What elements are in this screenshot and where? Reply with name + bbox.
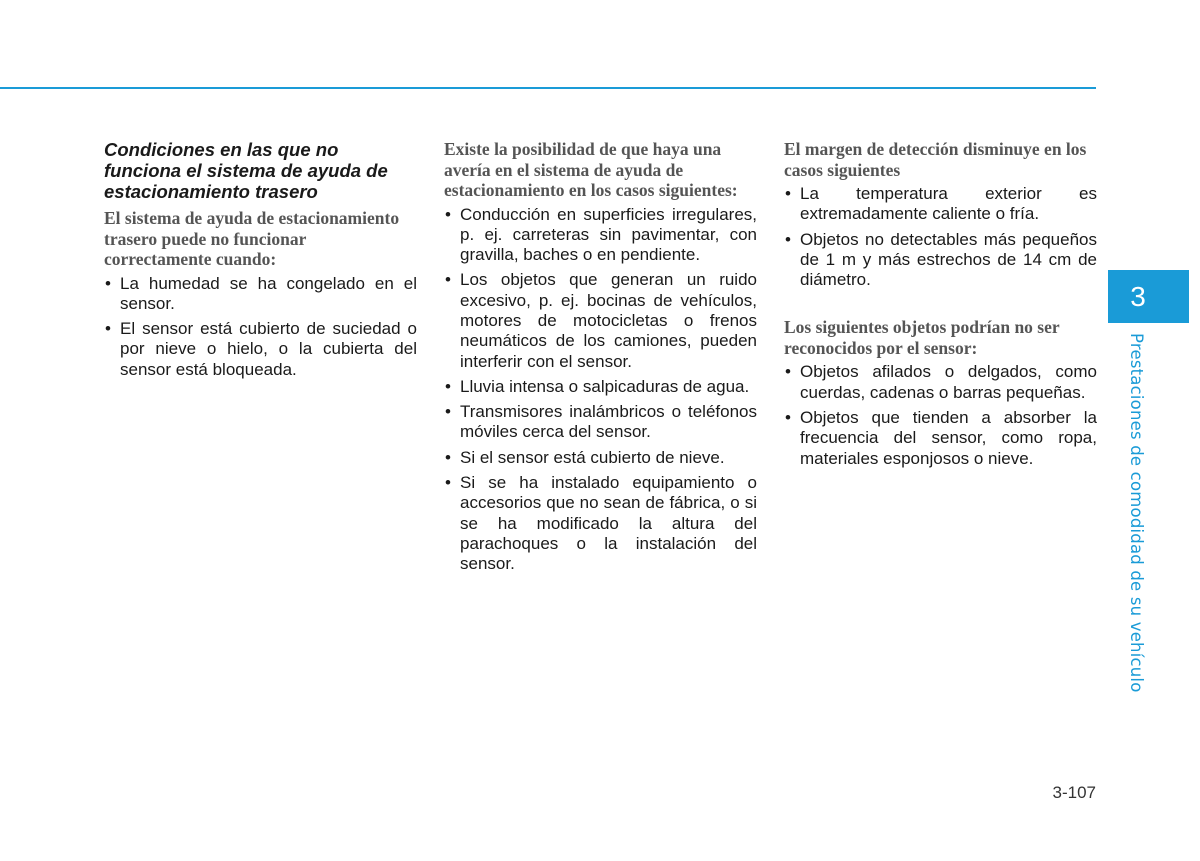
chapter-title: Prestaciones de comodidad de su vehículo xyxy=(1127,333,1146,693)
list-item: • La temperatura exterior es extremadamente caliente o fría. xyxy=(784,184,1097,225)
header-rule xyxy=(0,87,1096,89)
list-item: • La humedad se ha congelado en el sensor. xyxy=(104,274,417,315)
column-1 xyxy=(104,139,417,385)
list-item: • Objetos no detectables más pequeños de 1 m y más estrechos de 14 cm de diámetro. xyxy=(784,230,1097,291)
chapter-tab xyxy=(1108,270,1189,323)
column-2 xyxy=(444,139,757,580)
list-item: • Objetos afilados o delgados, como cuerdas, cadenas o barras pequeñas. xyxy=(784,362,1097,403)
section-heading: Condiciones en las que no funciona el sistema de ayuda de estacionamiento trasero xyxy=(104,139,388,202)
list-item: • Los objetos que generan un ruido excesivo, p. ej. bocinas de vehículos, motores de motocicletas o frenos neumáticos de los camiones, pueden interferir con el sensor. xyxy=(444,270,757,371)
column-3 xyxy=(784,139,1097,474)
list-item: • Transmisores inalámbricos o teléfonos móviles cerca del sensor. xyxy=(444,402,757,443)
subheading: Los siguientes objetos podrían no ser reconocidos por el sensor: xyxy=(784,317,1060,358)
list-item: • Objetos que tienden a absorber la frecuencia del sensor, como ropa, materiales esponjosos o nieve. xyxy=(784,408,1097,469)
chapter-number: 3 xyxy=(1130,281,1146,312)
bullet-list xyxy=(784,184,1097,290)
subheading: El sistema de ayuda de estacionamiento trasero puede no funcionar correctamente cuando: xyxy=(104,208,400,269)
subheading: Existe la posibilidad de que haya una avería en el sistema de ayuda de estacionamiento en los casos siguientes: xyxy=(444,139,738,200)
bullet-list xyxy=(104,274,417,380)
spacer xyxy=(784,295,1097,317)
list-item: • El sensor está cubierto de suciedad o por nieve o hielo, o la cubierta del sensor está bloqueada. xyxy=(104,319,417,380)
bullet-list xyxy=(444,205,757,575)
chapter-side-title xyxy=(1127,333,1149,693)
list-item: • Conducción en superficies irregulares, p. ej. carreteras sin pavimentar, con gravilla, baches o en pendiente. xyxy=(444,205,757,266)
list-item: • Lluvia intensa o salpicaduras de agua. xyxy=(444,377,757,397)
subheading: El margen de detección disminuye en los casos siguientes xyxy=(784,139,1087,180)
page-number: 3-107 xyxy=(1052,783,1096,802)
bullet-list xyxy=(784,362,1097,468)
list-item: • Si se ha instalado equipamiento o accesorios que no sean de fábrica, o si se ha modificado la altura del parachoques o la instalación del sensor. xyxy=(444,473,757,574)
list-item: • Si el sensor está cubierto de nieve. xyxy=(444,448,757,468)
